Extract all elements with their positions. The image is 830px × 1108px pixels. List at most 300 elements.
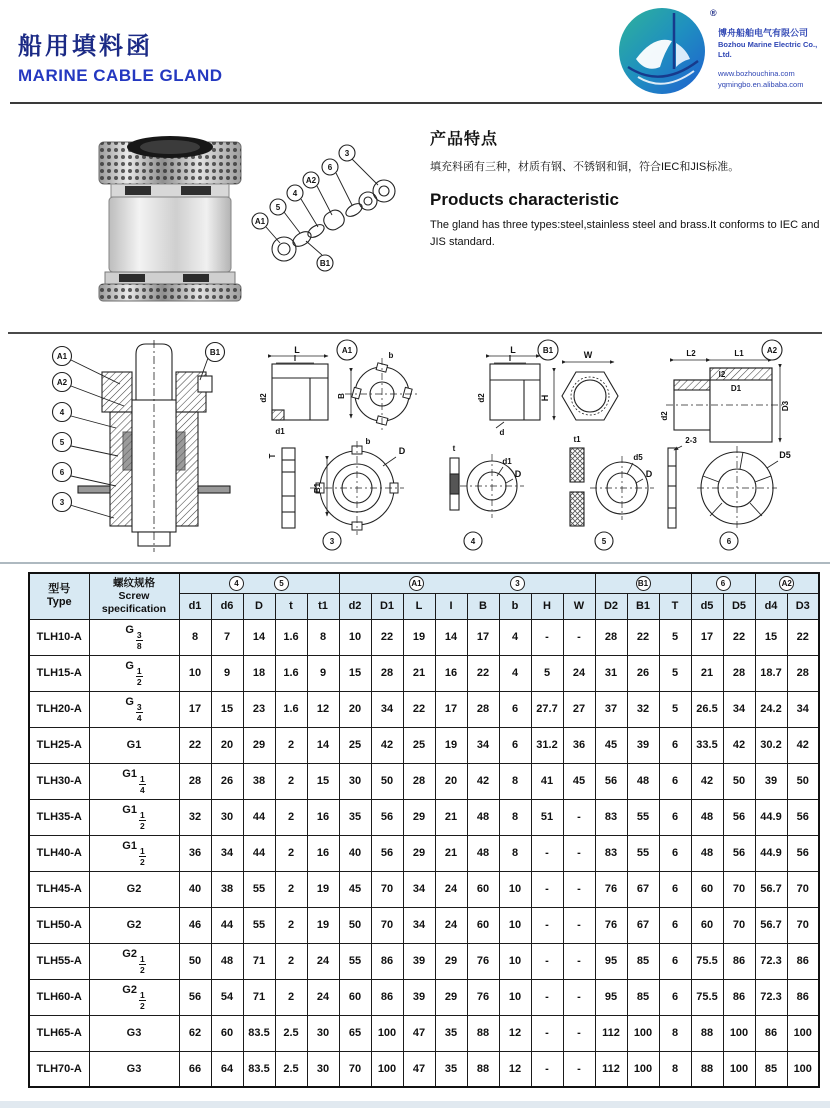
cell-t1: 12 (307, 691, 339, 727)
group-header-p6 (691, 573, 755, 593)
cell-T: 6 (659, 727, 691, 763)
cell-D2: 95 (595, 943, 627, 979)
table-row-TLH50-A (29, 907, 819, 943)
cell-d4: 44.9 (755, 835, 787, 871)
cell-B1: 32 (627, 691, 659, 727)
svg-text:A2: A2 (305, 176, 317, 185)
col-header-D5: D5 (723, 593, 755, 619)
cell-d2: 70 (339, 1051, 371, 1087)
cell-I: 29 (435, 979, 467, 1015)
cell-d2: 55 (339, 943, 371, 979)
cell-d6: 38 (211, 871, 243, 907)
cell-D: 14 (243, 619, 275, 655)
svg-text:5: 5 (59, 438, 65, 447)
cell-b: 4 (499, 619, 531, 655)
table-row-TLH20-A (29, 691, 819, 727)
assembly-drawing (53, 340, 231, 552)
cell-D2: 56 (595, 763, 627, 799)
cell-t: 1.6 (275, 619, 307, 655)
svg-text:A2: A2 (766, 346, 778, 355)
cell-d2: 30 (339, 763, 371, 799)
svg-text:D: D (514, 469, 522, 479)
cell-T: 8 (659, 1015, 691, 1051)
cell-type: TLH45-A (29, 871, 89, 907)
cell-screw-spec: G $\frac{3}{8}$ (89, 619, 179, 655)
cell-d1: 36 (179, 835, 211, 871)
cell-I: 21 (435, 799, 467, 835)
col-header-L: L (403, 593, 435, 619)
part-badge-A2: A2 (779, 576, 794, 591)
cell-D5: 86 (723, 943, 755, 979)
part-5-drawing (570, 435, 654, 550)
cell-B1: 39 (627, 727, 659, 763)
cell-d2: 45 (339, 871, 371, 907)
cell-D5: 56 (723, 799, 755, 835)
cell-D: 44 (243, 799, 275, 835)
cell-d4: 24.2 (755, 691, 787, 727)
logo-sailboat-icon (616, 5, 708, 97)
cell-B1: 67 (627, 907, 659, 943)
cell-d6: 9 (211, 655, 243, 691)
cell-t1: 16 (307, 835, 339, 871)
cell-D: 29 (243, 727, 275, 763)
cell-D5: 56 (723, 835, 755, 871)
svg-text:A1: A1 (56, 352, 68, 361)
cell-d2: 10 (339, 619, 371, 655)
cell-D1: 56 (371, 835, 403, 871)
cell-B: 48 (467, 799, 499, 835)
cell-d2: 15 (339, 655, 371, 691)
header-titles (18, 26, 223, 86)
cell-D1: 86 (371, 943, 403, 979)
cell-d1: 50 (179, 943, 211, 979)
cell-d6: 7 (211, 619, 243, 655)
part-6-drawing (668, 436, 791, 550)
cell-D5: 28 (723, 655, 755, 691)
company-name-en: Bozhou Marine Electric Co., Ltd. (718, 39, 818, 60)
svg-text:4: 4 (292, 189, 298, 198)
cell-L: 47 (403, 1051, 435, 1087)
cell-type: TLH50-A (29, 907, 89, 943)
cell-d6: 26 (211, 763, 243, 799)
cell-T: 6 (659, 835, 691, 871)
cell-D2: 95 (595, 979, 627, 1015)
cell-d1: 8 (179, 619, 211, 655)
cell-L: 39 (403, 943, 435, 979)
cell-I: 24 (435, 871, 467, 907)
cell-D2: 76 (595, 871, 627, 907)
cell-B1: 48 (627, 763, 659, 799)
cell-b: 6 (499, 727, 531, 763)
cell-d1: 22 (179, 727, 211, 763)
cell-d2: 35 (339, 799, 371, 835)
svg-text:d2: d2 (259, 393, 268, 403)
cell-D5: 42 (723, 727, 755, 763)
cell-T: 8 (659, 1051, 691, 1087)
cell-B: 76 (467, 979, 499, 1015)
col-header-D2: D2 (595, 593, 627, 619)
cell-d1: 46 (179, 907, 211, 943)
cell-B1: 100 (627, 1015, 659, 1051)
svg-text:D3: D3 (781, 400, 790, 412)
cell-I: 16 (435, 655, 467, 691)
cell-I: 29 (435, 943, 467, 979)
features-heading-zh: 产品特点 (430, 131, 499, 148)
table-row-TLH15-A (29, 655, 819, 691)
cell-type: TLH40-A (29, 835, 89, 871)
svg-text:3: 3 (329, 537, 335, 546)
cell-D: 71 (243, 979, 275, 1015)
cell-H: 31.2 (531, 727, 563, 763)
table-row-TLH35-A (29, 799, 819, 835)
cell-H: - (531, 619, 563, 655)
svg-text:6: 6 (59, 468, 65, 477)
cell-d4: 86 (755, 1015, 787, 1051)
cell-L: 19 (403, 619, 435, 655)
cell-W: - (563, 907, 595, 943)
cell-D2: 112 (595, 1015, 627, 1051)
table-row-TLH10-A (29, 619, 819, 655)
cell-D1: 86 (371, 979, 403, 1015)
svg-text:H: H (540, 394, 550, 402)
cell-t1: 24 (307, 943, 339, 979)
cell-screw-spec: G1 $\frac{1}{2}$ (89, 799, 179, 835)
cell-b: 8 (499, 799, 531, 835)
cell-d5: 60 (691, 907, 723, 943)
cell-d5: 88 (691, 1051, 723, 1087)
cell-D: 55 (243, 907, 275, 943)
cell-t1: 30 (307, 1015, 339, 1051)
cell-B: 88 (467, 1015, 499, 1051)
cell-b: 10 (499, 979, 531, 1015)
cell-D: 38 (243, 763, 275, 799)
table-row-TLH45-A (29, 871, 819, 907)
cell-screw-spec: G2 $\frac{1}{2}$ (89, 979, 179, 1015)
cell-d4: 44.9 (755, 799, 787, 835)
cell-t: 2 (275, 835, 307, 871)
col-header-D: D (243, 593, 275, 619)
page-title-zh: 船用填料函 (18, 33, 153, 60)
svg-text:W: W (583, 350, 593, 360)
col-header-d4: d4 (755, 593, 787, 619)
cell-D1: 34 (371, 691, 403, 727)
cell-B: 28 (467, 691, 499, 727)
cell-d5: 75.5 (691, 943, 723, 979)
cell-d1: 56 (179, 979, 211, 1015)
cell-D5: 70 (723, 871, 755, 907)
col-header-D3: D3 (787, 593, 819, 619)
cell-W: - (563, 979, 595, 1015)
cell-D1: 100 (371, 1051, 403, 1087)
cell-d6: 34 (211, 835, 243, 871)
cell-t1: 16 (307, 799, 339, 835)
cell-D1: 70 (371, 907, 403, 943)
cell-d4: 56.7 (755, 907, 787, 943)
page-bottom-strip (0, 1101, 830, 1108)
cell-D5: 70 (723, 907, 755, 943)
cell-B: 76 (467, 943, 499, 979)
svg-text:A2: A2 (56, 378, 68, 387)
features-body-zh: 填充料函有三种，材质有钢、不锈钢和铜，符合IEC和JIS标准。 (430, 161, 740, 173)
col-header-d6: d6 (211, 593, 243, 619)
table-row-TLH30-A (29, 763, 819, 799)
cell-d1: 10 (179, 655, 211, 691)
cell-H: - (531, 1015, 563, 1051)
cell-d5: 75.5 (691, 979, 723, 1015)
cell-B1: 100 (627, 1051, 659, 1087)
table-row-TLH60-A (29, 979, 819, 1015)
svg-text:L: L (294, 345, 300, 355)
cell-B1: 22 (627, 619, 659, 655)
svg-text:D: D (645, 469, 653, 479)
col-header-B1: B1 (627, 593, 659, 619)
part-badge-6: 6 (716, 576, 731, 591)
cell-L: 28 (403, 763, 435, 799)
cell-b: 10 (499, 907, 531, 943)
cell-screw-spec: G1 $\frac{1}{4}$ (89, 763, 179, 799)
cell-screw-spec: G1 (89, 727, 179, 763)
cell-D5: 100 (723, 1015, 755, 1051)
svg-text:A1: A1 (341, 346, 353, 355)
svg-text:d5: d5 (633, 453, 643, 462)
cell-B: 17 (467, 619, 499, 655)
table-row-TLH55-A (29, 943, 819, 979)
group-header-a2 (755, 573, 819, 593)
company-logo (616, 5, 708, 97)
part-4-drawing (450, 444, 524, 550)
cell-I: 24 (435, 907, 467, 943)
spec-table-wrap (28, 572, 820, 1088)
cell-d6: 44 (211, 907, 243, 943)
cell-D: 55 (243, 871, 275, 907)
svg-text:D5: D5 (779, 450, 791, 460)
cell-L: 39 (403, 979, 435, 1015)
cell-t1: 19 (307, 907, 339, 943)
cell-B1: 55 (627, 799, 659, 835)
cell-d1: 66 (179, 1051, 211, 1087)
cell-d1: 32 (179, 799, 211, 835)
cell-H: 51 (531, 799, 563, 835)
cell-D5: 100 (723, 1051, 755, 1087)
cell-d4: 15 (755, 619, 787, 655)
cell-D3: 100 (787, 1051, 819, 1087)
cell-t1: 30 (307, 1051, 339, 1087)
cell-D5: 50 (723, 763, 755, 799)
col-header-D1: D1 (371, 593, 403, 619)
cell-t: 2 (275, 871, 307, 907)
features-body-en: The gland has three types:steel,stainless steel and brass.It conforms to IEC and JIS standard. (430, 219, 820, 248)
cell-L: 34 (403, 871, 435, 907)
cell-d5: 88 (691, 1015, 723, 1051)
svg-text:d1: d1 (502, 457, 512, 466)
company-info (718, 27, 828, 91)
cell-W: - (563, 799, 595, 835)
cell-d4: 72.3 (755, 979, 787, 1015)
cell-d4: 30.2 (755, 727, 787, 763)
table-row-TLH25-A (29, 727, 819, 763)
cell-W: 45 (563, 763, 595, 799)
exploded-callouts (252, 145, 355, 271)
table-row-TLH65-A (29, 1015, 819, 1051)
cell-D: 44 (243, 835, 275, 871)
registered-trademark: ® (710, 8, 717, 18)
cell-H: - (531, 835, 563, 871)
cell-d5: 48 (691, 799, 723, 835)
cell-type: TLH15-A (29, 655, 89, 691)
cell-b: 8 (499, 763, 531, 799)
cell-b: 4 (499, 655, 531, 691)
cell-D2: 31 (595, 655, 627, 691)
svg-text:b: b (365, 437, 371, 446)
cell-type: TLH55-A (29, 943, 89, 979)
cell-B: 88 (467, 1051, 499, 1087)
table-row-TLH40-A (29, 835, 819, 871)
svg-text:D1: D1 (730, 384, 742, 393)
part-3-drawing (268, 437, 406, 550)
cell-D5: 34 (723, 691, 755, 727)
part-badge-3: 3 (510, 576, 525, 591)
company-website: www.bozhouchina.com (718, 68, 795, 78)
cell-t: 2.5 (275, 1015, 307, 1051)
svg-text:L: L (510, 345, 516, 355)
cell-I: 14 (435, 619, 467, 655)
part-badge-5: 5 (274, 576, 289, 591)
cell-B: 42 (467, 763, 499, 799)
cell-D2: 112 (595, 1051, 627, 1087)
cell-t: 1.6 (275, 691, 307, 727)
svg-text:d2: d2 (477, 393, 486, 403)
cell-d5: 60 (691, 871, 723, 907)
cell-D: 71 (243, 943, 275, 979)
cell-D5: 86 (723, 979, 755, 1015)
cell-type: TLH65-A (29, 1015, 89, 1051)
svg-text:b: b (388, 351, 394, 360)
cell-d5: 42 (691, 763, 723, 799)
cell-I: 20 (435, 763, 467, 799)
col-header-W: W (563, 593, 595, 619)
cell-B: 60 (467, 907, 499, 943)
cell-d6: 15 (211, 691, 243, 727)
cell-type: TLH20-A (29, 691, 89, 727)
cell-D: 23 (243, 691, 275, 727)
spec-table (28, 572, 820, 1088)
table-divider (0, 562, 830, 564)
svg-text:d1: d1 (275, 427, 285, 436)
cell-type: TLH35-A (29, 799, 89, 835)
cell-d6: 60 (211, 1015, 243, 1051)
cell-D3: 86 (787, 943, 819, 979)
col-header-t: t (275, 593, 307, 619)
svg-text:l2: l2 (718, 370, 726, 379)
cell-D1: 42 (371, 727, 403, 763)
part-a2-drawing (660, 340, 790, 442)
product-photo (85, 126, 255, 311)
cell-D3: 28 (787, 655, 819, 691)
svg-text:B1: B1 (542, 346, 554, 355)
cell-d4: 56.7 (755, 871, 787, 907)
cell-d1: 40 (179, 871, 211, 907)
cell-I: 35 (435, 1015, 467, 1051)
cell-W: 36 (563, 727, 595, 763)
cell-D: 83.5 (243, 1015, 275, 1051)
cell-d6: 54 (211, 979, 243, 1015)
svg-text:T: T (268, 453, 277, 459)
cell-b: 12 (499, 1051, 531, 1087)
cell-L: 22 (403, 691, 435, 727)
cell-L: 29 (403, 835, 435, 871)
cell-t: 2 (275, 907, 307, 943)
cell-b: 10 (499, 943, 531, 979)
cell-B1: 67 (627, 871, 659, 907)
cell-W: - (563, 1015, 595, 1051)
svg-text:3: 3 (59, 498, 65, 507)
cell-d4: 72.3 (755, 943, 787, 979)
cell-screw-spec: G $\frac{1}{2}$ (89, 655, 179, 691)
technical-drawings (10, 336, 820, 563)
cell-D: 83.5 (243, 1051, 275, 1087)
cell-screw-spec: G3 (89, 1051, 179, 1087)
svg-text:I: I (293, 354, 297, 363)
cell-d2: 65 (339, 1015, 371, 1051)
cell-H: - (531, 871, 563, 907)
cell-I: 19 (435, 727, 467, 763)
cell-L: 34 (403, 907, 435, 943)
svg-text:A1: A1 (254, 217, 266, 226)
part-b1-drawing (477, 340, 618, 437)
cell-type: TLH30-A (29, 763, 89, 799)
cell-t: 2 (275, 727, 307, 763)
col-header-b: b (499, 593, 531, 619)
cell-W: 24 (563, 655, 595, 691)
cell-type: TLH60-A (29, 979, 89, 1015)
cell-d5: 33.5 (691, 727, 723, 763)
cell-H: - (531, 943, 563, 979)
cell-screw-spec: G2 (89, 907, 179, 943)
cell-D5: 22 (723, 619, 755, 655)
cell-H: - (531, 1051, 563, 1087)
cell-D1: 50 (371, 763, 403, 799)
col-header-B: B (467, 593, 499, 619)
cell-B1: 55 (627, 835, 659, 871)
cell-I: 17 (435, 691, 467, 727)
cell-B: 34 (467, 727, 499, 763)
cell-D3: 56 (787, 835, 819, 871)
cell-D1: 56 (371, 799, 403, 835)
cell-D2: 37 (595, 691, 627, 727)
svg-text:I: I (508, 354, 512, 363)
cell-B1: 26 (627, 655, 659, 691)
cell-I: 21 (435, 835, 467, 871)
svg-text:L1: L1 (734, 349, 744, 358)
cell-d2: 20 (339, 691, 371, 727)
cell-d4: 39 (755, 763, 787, 799)
cell-D3: 34 (787, 691, 819, 727)
cell-D3: 100 (787, 1015, 819, 1051)
cell-B: 48 (467, 835, 499, 871)
exploded-diagram (248, 133, 423, 298)
cell-D1: 22 (371, 619, 403, 655)
cell-t1: 14 (307, 727, 339, 763)
cell-t1: 15 (307, 763, 339, 799)
cell-D3: 86 (787, 979, 819, 1015)
svg-text:2-3: 2-3 (685, 436, 697, 445)
svg-text:B1: B1 (209, 348, 221, 357)
svg-text:B: B (337, 393, 346, 399)
cell-L: 47 (403, 1015, 435, 1051)
col-header-I: I (435, 593, 467, 619)
cell-b: 6 (499, 691, 531, 727)
cell-W: - (563, 1051, 595, 1087)
